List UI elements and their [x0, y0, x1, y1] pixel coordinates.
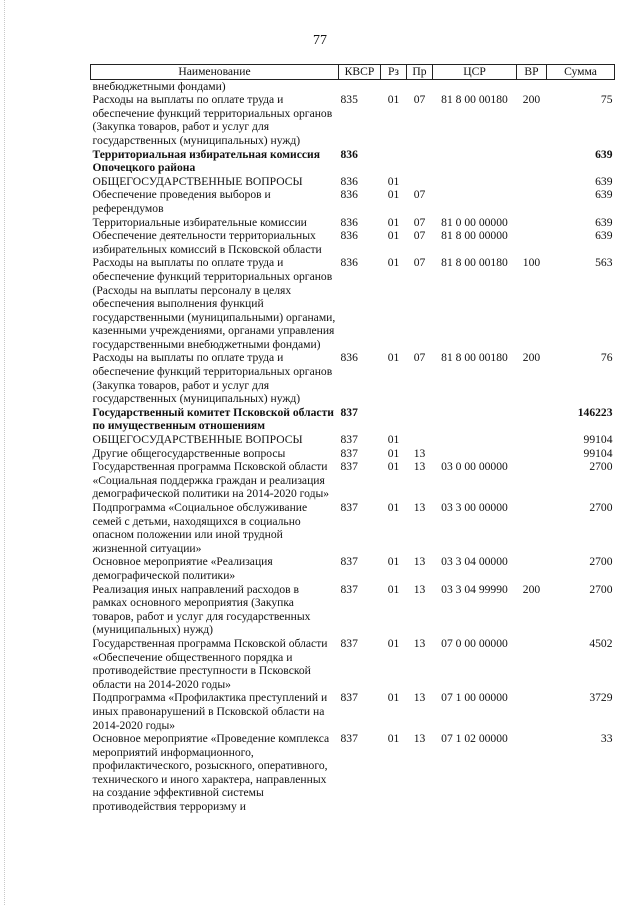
table-body [91, 79, 615, 814]
table-row [91, 229, 615, 256]
row-pr: 13 [413, 501, 426, 514]
row-csr: 81 8 00 00000 [441, 229, 508, 243]
row-name: Другие общегосударственные вопросы [92, 446, 286, 460]
row-pr: 07 [413, 93, 426, 107]
row-csr: 07 1 02 00000 [441, 732, 508, 746]
row-csr: 03 3 04 99990 [441, 582, 508, 596]
table-row [91, 175, 615, 189]
row-pr [407, 406, 433, 433]
scan-edge-dots [4, 0, 6, 905]
row-vr: 200 [522, 582, 541, 596]
row-sum: 33 [600, 732, 613, 746]
row-kvsr: 836 [340, 188, 358, 202]
row-name: Территориальные избирательные комиссии [92, 215, 307, 229]
row-vr [517, 501, 547, 555]
table-row [91, 433, 615, 447]
row-rz: 01 [387, 93, 400, 107]
row-kvsr: 836 [340, 174, 358, 188]
row-pr: 13 [413, 446, 426, 460]
row-kvsr: 837 [340, 460, 358, 474]
table-row [91, 691, 615, 732]
row-rz: 01 [387, 256, 400, 270]
row-rz: 01 [387, 446, 400, 460]
row-kvsr: 836 [340, 147, 358, 161]
row-kvsr: 837 [340, 555, 358, 569]
row-kvsr: 836 [340, 256, 358, 270]
row-pr: 07 [413, 256, 426, 270]
row-pr: 13 [413, 691, 426, 705]
table-row [91, 501, 615, 555]
row-name: Реализация иных направлений расходов в рамках основного мероприятия (Закупка товаров, работ и услуг для государственных (муниципальных) нужд) [92, 582, 311, 637]
row-rz: 01 [387, 501, 400, 514]
row-rz [381, 148, 407, 175]
row-vr [517, 433, 547, 447]
row-csr [433, 433, 517, 447]
row-rz: 01 [387, 460, 400, 474]
row-pr: 13 [413, 460, 426, 474]
header-kvsr: КВСР [339, 65, 381, 80]
row-kvsr: 837 [340, 446, 358, 460]
row-vr [517, 175, 547, 189]
row-pr: 13 [413, 582, 426, 596]
row-sum: 3729 [589, 691, 613, 705]
table-row [91, 93, 615, 147]
row-csr [433, 406, 517, 433]
row-sum: 2700 [589, 582, 613, 596]
row-kvsr [339, 79, 381, 93]
row-csr: 03 3 04 00000 [441, 555, 508, 569]
row-pr [407, 148, 433, 175]
row-sum: 639 [595, 188, 613, 202]
row-sum: 639 [595, 147, 613, 161]
row-csr: 81 8 00 00180 [441, 93, 508, 107]
row-kvsr: 837 [340, 691, 358, 705]
row-rz: 01 [387, 582, 400, 596]
row-rz [381, 79, 407, 93]
table-row [91, 732, 615, 814]
row-csr: 03 0 00 00000 [441, 460, 508, 474]
row-rz [381, 406, 407, 433]
row-name: Территориальная избирательная комиссия Опочецкого района [92, 147, 320, 175]
row-vr [517, 406, 547, 433]
row-sum: 639 [595, 229, 613, 243]
table-header-row [91, 65, 615, 80]
row-vr [517, 79, 547, 93]
row-vr [517, 447, 547, 461]
row-kvsr: 837 [340, 582, 358, 596]
table-row [91, 216, 615, 230]
row-name: внебюджетными фондами) [92, 79, 226, 93]
row-pr: 07 [413, 229, 426, 243]
row-vr: 100 [522, 256, 541, 270]
row-rz: 01 [387, 188, 400, 202]
row-pr: 07 [413, 215, 426, 229]
table-row [91, 256, 615, 351]
row-sum: 75 [600, 93, 613, 107]
row-name: Расходы на выплаты по оплате труда и обеспечение функций территориальных органов (Закупка товаров, работ и услуг для государственных (муниципальных) нужд) [92, 351, 333, 406]
row-kvsr: 836 [340, 215, 358, 229]
row-name: Основное мероприятие «Реализация демографической политики» [92, 555, 273, 582]
header-rz: Рз [381, 65, 407, 80]
row-csr [433, 175, 517, 189]
row-pr: 07 [413, 351, 426, 365]
row-pr [407, 433, 433, 447]
row-vr [517, 637, 547, 691]
row-rz: 01 [387, 732, 400, 746]
row-vr [517, 188, 547, 215]
row-csr: 03 3 00 00000 [441, 501, 508, 514]
table-row [91, 406, 615, 433]
header-pr: Пр [407, 65, 433, 80]
table-row [91, 188, 615, 215]
row-sum: 639 [595, 215, 613, 229]
table-row [91, 447, 615, 461]
header-name: Наименование [91, 65, 339, 80]
row-vr [517, 691, 547, 732]
row-sum: 4502 [589, 636, 613, 650]
row-name: Государственный комитет Псковской области по имущественным отношениям [92, 405, 334, 433]
row-name: ОБЩЕГОСУДАРСТВЕННЫЕ ВОПРОСЫ [92, 433, 303, 447]
row-sum: 639 [595, 174, 613, 188]
header-csr: ЦСР [433, 65, 517, 80]
table-row [91, 148, 615, 175]
row-csr: 81 8 00 00180 [441, 351, 508, 365]
row-rz: 01 [387, 229, 400, 243]
row-name: Расходы на выплаты по оплате труда и обеспечение функций территориальных органов (Закупка товаров, работ и услуг для государственных (муниципальных) нужд) [92, 93, 333, 147]
row-csr [433, 148, 517, 175]
row-csr: 07 0 00 00000 [441, 636, 508, 650]
row-pr: 07 [413, 188, 426, 202]
table-row [91, 351, 615, 405]
table-row [91, 583, 615, 637]
header-vr: ВР [517, 65, 547, 80]
row-rz: 01 [387, 215, 400, 229]
row-vr [517, 148, 547, 175]
row-name: Государственная программа Псковской области «Социальная поддержка граждан и реализация демографической политики на 2014-2020 годы» [92, 460, 330, 501]
row-pr: 13 [413, 732, 426, 746]
row-kvsr: 837 [340, 636, 358, 650]
row-rz: 01 [387, 691, 400, 705]
row-pr [407, 79, 433, 93]
row-sum: 2700 [589, 555, 613, 569]
row-kvsr: 837 [340, 732, 358, 746]
header-sum: Сумма [547, 65, 615, 80]
row-vr [517, 732, 547, 814]
table-row [91, 79, 615, 93]
row-vr [517, 460, 547, 501]
row-rz: 01 [387, 351, 400, 365]
row-kvsr: 835 [340, 93, 358, 107]
row-csr: 07 1 00 00000 [441, 691, 508, 705]
row-name: Государственная программа Псковской области «Обеспечение общественного порядка и противодействие преступности в Псковской области на 2014-2020 годы» [92, 636, 328, 691]
row-kvsr: 836 [340, 229, 358, 243]
row-rz: 01 [387, 433, 400, 447]
row-kvsr: 836 [340, 351, 358, 365]
row-vr [517, 229, 547, 256]
row-rz: 01 [387, 636, 400, 650]
table-row [91, 637, 615, 691]
row-pr: 13 [413, 555, 426, 569]
row-vr [517, 555, 547, 582]
row-kvsr: 837 [340, 433, 358, 447]
row-sum [547, 79, 615, 93]
row-kvsr: 837 [340, 405, 358, 419]
row-csr: 81 0 00 00000 [441, 215, 508, 229]
row-sum: 2700 [589, 460, 613, 474]
row-vr: 200 [522, 93, 541, 107]
table-row [91, 460, 615, 501]
row-name: Основное мероприятие «Проведение комплекса мероприятий информационного, профилактического, розыскного, оперативного, технического и иного характера, направленных на создание эффективной системы противодействия терроризму и [92, 732, 330, 814]
row-pr: 13 [413, 636, 426, 650]
row-csr: 81 8 00 00180 [441, 256, 508, 270]
row-name: Обеспечение деятельности территориальных избирательных комиссий в Псковской области [92, 229, 322, 256]
row-sum: 2700 [589, 501, 613, 514]
row-name: ОБЩЕГОСУДАРСТВЕННЫЕ ВОПРОСЫ [92, 174, 303, 188]
row-rz: 01 [387, 174, 400, 188]
row-rz: 01 [387, 555, 400, 569]
row-sum: 563 [595, 256, 613, 270]
row-vr [517, 216, 547, 230]
row-name: Расходы на выплаты по оплате труда и обеспечение функций территориальных органов (Расходы на выплаты персоналу в целях обеспечения выполнения функций государственными (муниципальными) органами, казенными учреждениями, органами управления государственными внебюджетными фондами) [92, 256, 336, 351]
budget-table [90, 64, 615, 814]
row-sum: 76 [600, 351, 613, 365]
row-name: Подпрограмма «Социальное обслуживание семей с детьми, находящихся в социально опасном положении или иной трудной жизненной ситуации» [92, 501, 308, 555]
page-number: 77 [313, 33, 327, 48]
row-vr: 200 [522, 351, 541, 365]
row-pr [407, 175, 433, 189]
row-sum: 146223 [577, 405, 613, 419]
row-sum: 99104 [583, 446, 613, 460]
row-kvsr: 837 [340, 501, 358, 514]
row-csr [433, 79, 517, 93]
row-name: Подпрограмма «Профилактика преступлений и иных правонарушений в Псковской области на 2014-2020 годы» [92, 691, 328, 732]
table-row [91, 555, 615, 582]
row-csr [433, 447, 517, 461]
row-sum: 99104 [583, 433, 613, 447]
row-name: Обеспечение проведения выборов и референдумов [92, 188, 271, 215]
row-csr [433, 188, 517, 215]
